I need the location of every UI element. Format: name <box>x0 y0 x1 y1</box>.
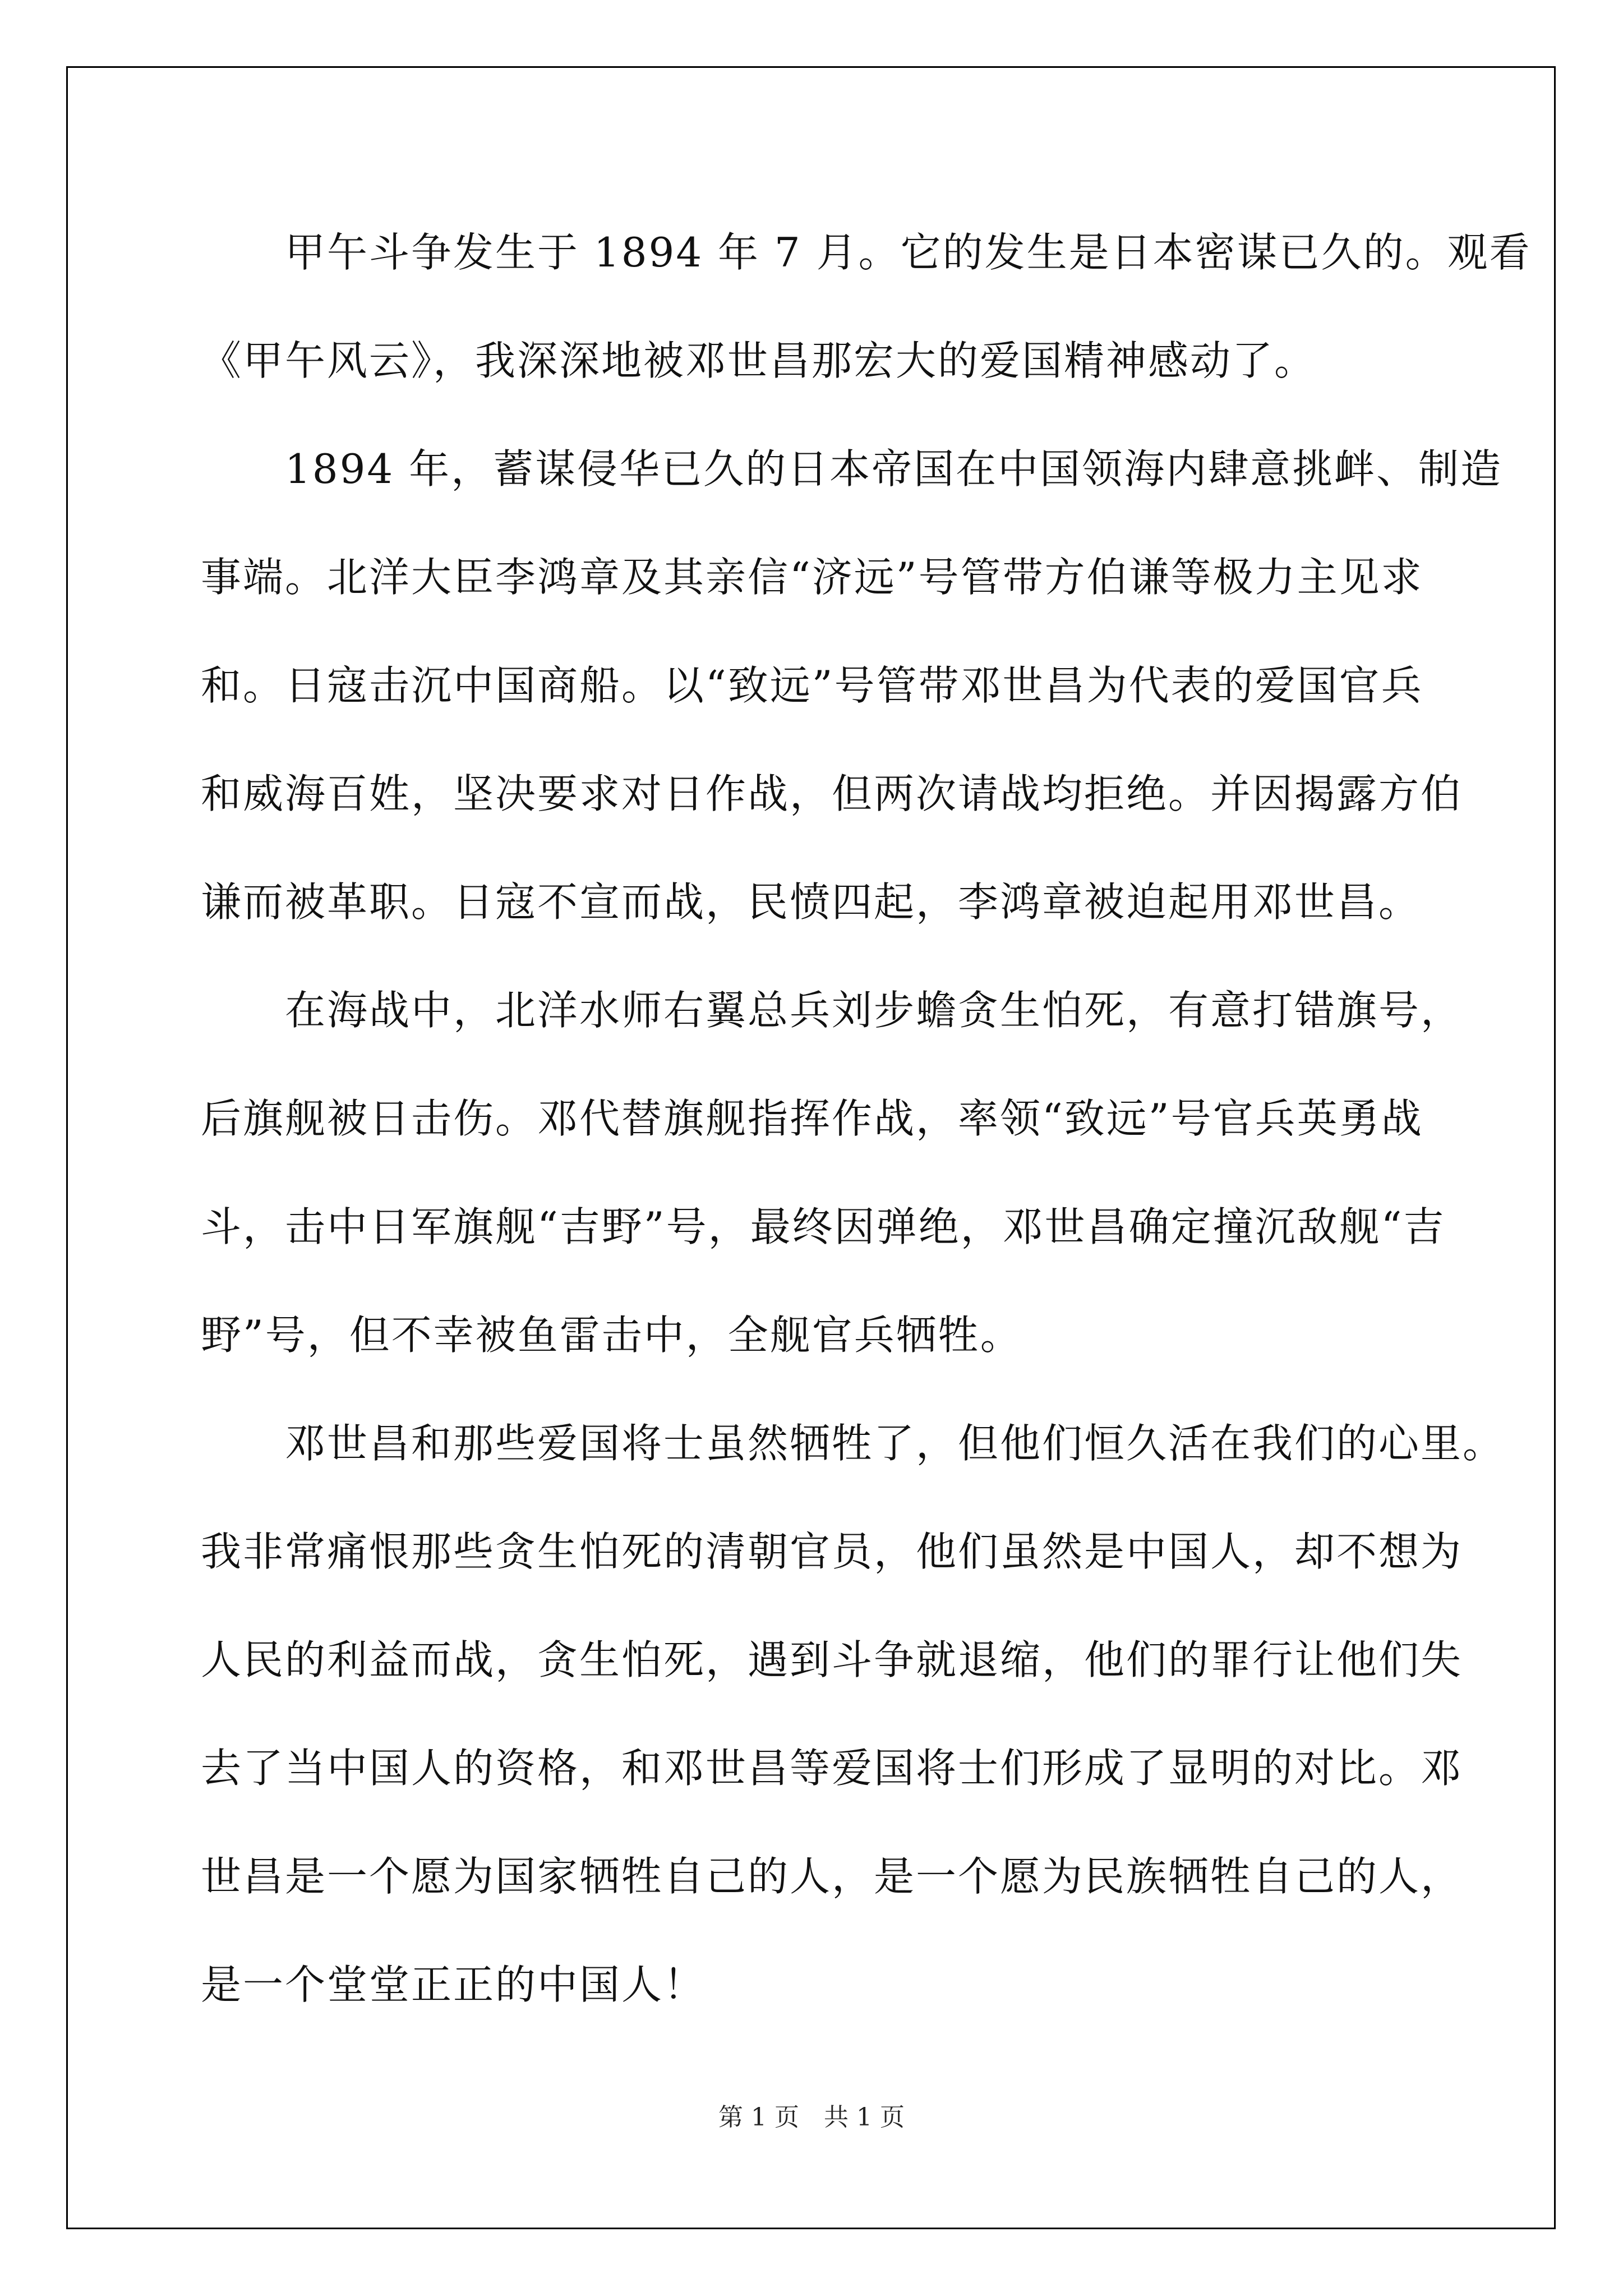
paragraph-2-line-4: 和威海百姓，坚决要求对日作战，但两次请战均拒绝。并因揭露方伯 <box>201 770 1463 817</box>
paragraph-4-line-5: 世昌是一个愿为国家牺牲自己的人，是一个愿为民族牺牲自己的人， <box>201 1853 1463 1900</box>
page-number-total: 共 1 页 <box>824 2103 905 2132</box>
document-body <box>201 222 1532 2062</box>
paragraph-4-line-4: 去了当中国人的资格，和邓世昌等爱国将士们形成了显明的对比。邓 <box>201 1745 1463 1792</box>
paragraph-2-line-5: 谦而被革职。日寇不宣而战，民愤四起，李鸿章被迫起用邓世昌。 <box>201 878 1421 926</box>
paragraph-4-line-1: 邓世昌和那些爱国将士虽然牺牲了，但他们恒久活在我们的心里。 <box>285 1420 1505 1467</box>
paragraph-3-line-3: 斗，击中日军旗舰“吉野”号，最终因弹绝，邓世昌确定撞沉敌舰“吉 <box>201 1203 1446 1250</box>
paragraph-4-line-2: 我非常痛恨那些贪生怕死的清朝官员，他们虽然是中国人，却不想为 <box>201 1528 1463 1575</box>
page-footer <box>0 2101 1623 2134</box>
paragraph-4-line-6: 是一个堂堂正正的中国人！ <box>201 1961 706 2008</box>
paragraph-3-line-1: 在海战中，北洋水师右翼总兵刘步蟾贪生怕死，有意打错旗号， <box>285 987 1463 1034</box>
paragraph-3-line-4: 野”号，但不幸被鱼雷击中，全舰官兵牺牲。 <box>201 1312 1022 1359</box>
paragraph-4-line-3: 人民的利益而战，贪生怕死，遇到斗争就退缩，他们的罪行让他们失 <box>201 1636 1463 1683</box>
paragraph-3-line-2: 后旗舰被日击伤。邓代替旗舰指挥作战，率领“致远”号官兵英勇战 <box>201 1095 1423 1142</box>
paragraph-1-line-2: 《甲午风云》，我深深地被邓世昌那宏大的爱国精神感动了。 <box>201 337 1317 384</box>
page-number-current: 第 1 页 <box>718 2103 799 2132</box>
paragraph-2-line-3: 和。日寇击沉中国商船。以“致远”号管带邓世昌为代表的爱国官兵 <box>201 662 1423 709</box>
paragraph-2-line-1: 1894 年，蓄谋侵华已久的日本帝国在中国领海内肆意挑衅、制造 <box>285 445 1503 493</box>
paragraph-1-line-1: 甲午斗争发生于 1894 年 7 月。它的发生是日本密谋已久的。观看 <box>285 229 1532 276</box>
paragraph-2-line-2: 事端。北洋大臣李鸿章及其亲信“济远”号管带方伯谦等极力主见求 <box>201 554 1423 601</box>
